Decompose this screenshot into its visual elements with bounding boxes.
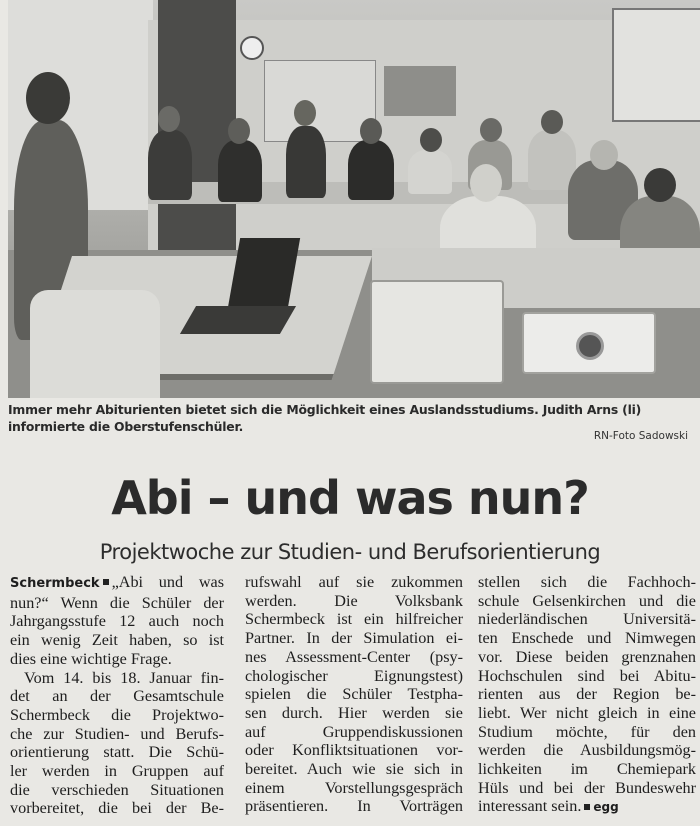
student-head xyxy=(294,100,316,126)
student-head xyxy=(360,118,382,144)
article-line: Hochschulen sind bei Abitu- xyxy=(478,666,696,685)
student-head xyxy=(470,164,502,202)
article-line xyxy=(478,797,696,817)
article-line: oder Konfliktsituationen vor- xyxy=(245,741,463,760)
student-head xyxy=(541,110,563,134)
classroom-cabinet xyxy=(612,8,700,122)
article-line: det an der Gesamtschule xyxy=(10,687,224,706)
article-column-3 xyxy=(478,573,696,817)
clock-icon xyxy=(240,36,264,60)
laptop-keyboard xyxy=(180,306,296,334)
article-column-2 xyxy=(245,573,463,816)
headline: Abi – und was nun? xyxy=(111,471,589,525)
article-line: nes Assessment-Center (psy- xyxy=(245,647,463,666)
chair xyxy=(30,290,160,398)
student-head xyxy=(420,128,442,152)
teacher-head xyxy=(26,72,70,124)
article-line: Jahrgangsstufe 12 auch noch xyxy=(10,612,224,631)
article-line: dies eine wichtige Frage. xyxy=(10,649,172,668)
article-line: vorbereitet, die bei der Be- xyxy=(10,799,224,818)
article-line: stellen sich die Fachhoch- xyxy=(478,573,696,591)
author-signature: egg xyxy=(593,800,619,815)
article-line: Schermbeck ist ein hilfreicher xyxy=(245,610,463,629)
article-line: werden die Ausbildungsmög- xyxy=(478,741,696,760)
student-figure xyxy=(286,126,326,198)
article-line: Vom 14. bis 18. Januar fin- xyxy=(24,668,224,687)
article-line xyxy=(10,573,224,594)
student-head xyxy=(480,118,502,142)
square-bullet-icon xyxy=(584,804,590,810)
photo-caption: Immer mehr Abiturienten bietet sich die Möglichkeit eines Auslandsstudiums. Judith Arns (li) informierte die Oberstufenschüler. xyxy=(8,402,642,434)
article-line: Studium möchte, für den xyxy=(478,722,696,741)
article-line: präsentieren. In Vorträgen xyxy=(245,797,463,816)
poster xyxy=(384,66,456,116)
text-fragment: interessant sein. xyxy=(478,797,582,816)
article-photo xyxy=(8,0,700,398)
article-line: rufswahl auf sie zukommen xyxy=(245,573,463,591)
subheadline: Projektwoche zur Studien- und Berufsorientierung xyxy=(99,540,601,564)
photo-credit: RN-Foto Sadowski xyxy=(593,430,688,442)
student-figure xyxy=(408,150,452,194)
dateline: Schermbeck xyxy=(10,576,100,591)
article-line: bereitet. Auch wie sie sich in xyxy=(245,760,463,779)
article-line: niederländischen Universitä- xyxy=(478,610,696,629)
article-line: auf Gruppendiskussionen xyxy=(245,722,463,741)
article-line: Hüls und bei der Bundeswehr xyxy=(478,778,696,797)
student-figure xyxy=(218,140,262,202)
text-fragment: „Abi und was xyxy=(111,573,224,591)
article-line: Partner. In der Simulation ei- xyxy=(245,629,463,648)
article-line: werden. Die Volksbank xyxy=(245,591,463,610)
square-bullet-icon xyxy=(103,579,109,585)
article-line: lichkeiten im Chemiepark xyxy=(478,760,696,779)
article-line: vor. Diese beiden grenznahen xyxy=(478,647,696,666)
article-column-1 xyxy=(10,573,224,818)
article-line: sen durch. Hier werden sie xyxy=(245,703,463,722)
article-line: orientierung statt. Die Schü- xyxy=(10,743,224,762)
article-line: chologischer Eignungstest) xyxy=(245,666,463,685)
article-line: die verschieden Situationen xyxy=(10,780,224,799)
beamer-projector xyxy=(522,312,656,374)
student-figure xyxy=(348,140,394,200)
student-head xyxy=(228,118,250,144)
article-line: liebt. Wer nicht gleich in eine xyxy=(478,703,696,722)
article-line: Schermbeck die Projektwo- xyxy=(10,705,224,724)
article-line: einem Vorstellungsgespräch xyxy=(245,778,463,797)
article-line: ler werden in Gruppen auf xyxy=(10,762,224,781)
student-figure xyxy=(148,130,192,200)
article-line: nun?“ Wenn die Schüler der xyxy=(10,593,224,612)
laptop-screen xyxy=(228,238,300,308)
student-head xyxy=(590,140,618,170)
article-line: ten Enschede und Nimwegen xyxy=(478,629,696,648)
article-line: rienten aus der Region be- xyxy=(478,685,696,704)
article-line: schule Gelsenkirchen und die xyxy=(478,591,696,610)
article-line: ein wenig Zeit haben, so ist xyxy=(10,631,224,650)
student-head xyxy=(644,168,676,202)
overhead-projector xyxy=(370,280,504,384)
laptop xyxy=(188,238,298,338)
article-line: che zur Studien- und Berufs- xyxy=(10,724,224,743)
student-head xyxy=(158,106,180,132)
article-line: spielen die Schüler Testpha- xyxy=(245,685,463,704)
